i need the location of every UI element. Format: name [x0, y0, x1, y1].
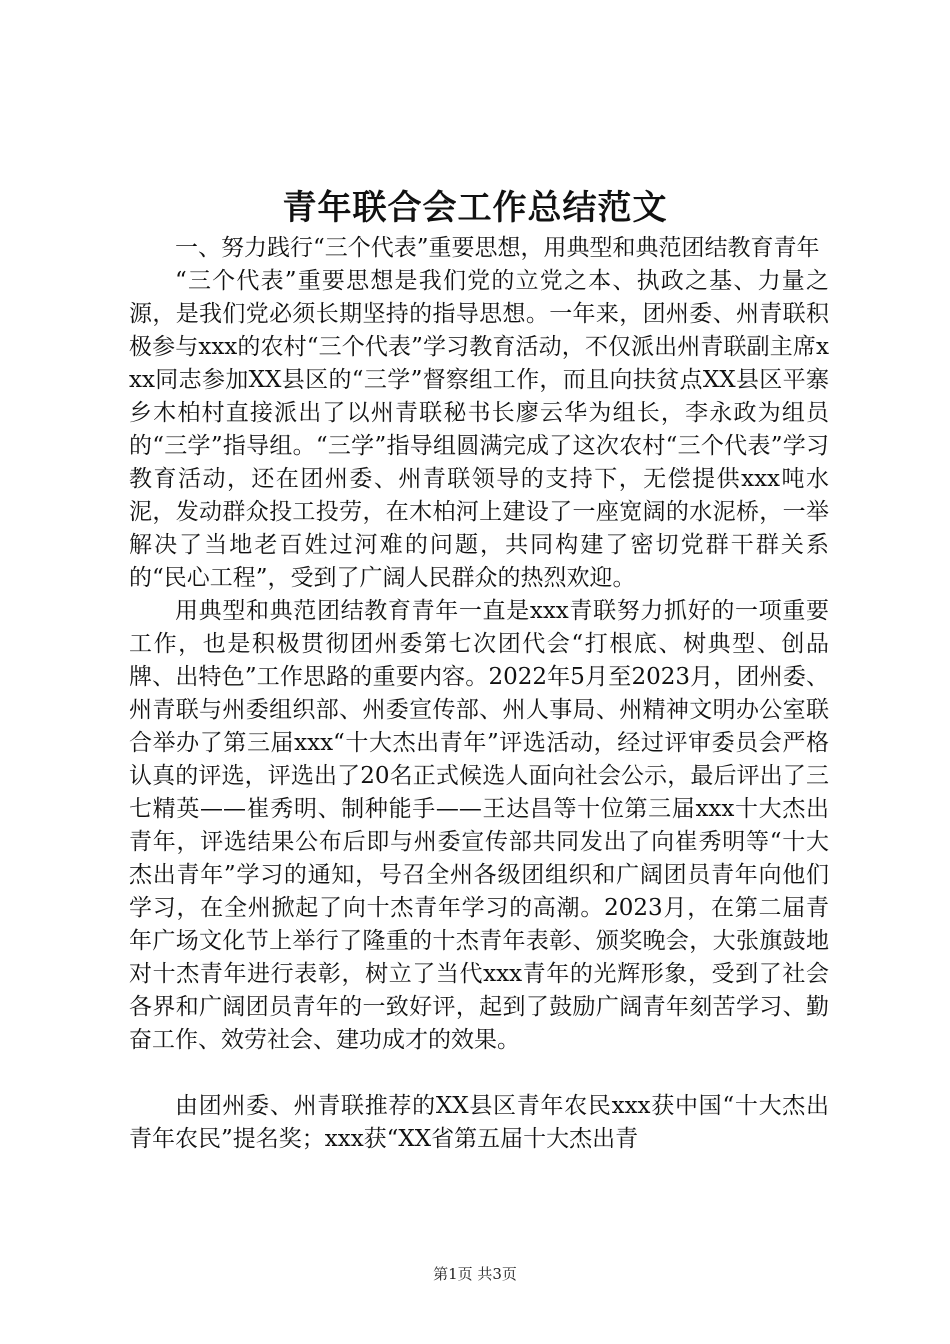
body-paragraph: 用典型和典范团结教育青年一直是xxx青联努力抓好的一项重要工作，也是积极贯彻团州委第七次团代会“打根底、树典型、创品牌、出特色”工作思路的重要内容。2022年5月至2023月，团州委、州青联与州委组织部、州委宣传部、州人事局、州精神文明办公室联合举办了第三届xxx“十大杰出青年”评选活动，经过评审委员会严格认真的评选，评选出了20名正式候选人面向社会公示，最后评出了三七精英——崔秀明、制种能手——王达昌等十位第三届xxx十大杰出青年，评选结果公布后即与州委宣传部共同发出了向崔秀明等“十大杰出青年”学习的通知，号召全州各级团组织和广阔团员青年向他们学习，在全州掀起了向十杰青年学习的高潮。2023月，在第二届青年广场文化节上举行了隆重的十杰青年表彰、颁奖晚会，大张旗鼓地对十杰青年进行表彰，树立了当代xxx青年的光辉形象，受到了社会各界和广阔团员青年的一致好评，起到了鼓励广阔青年刻苦学习、勤奋工作、效劳社会、建功成才的效果。: [129, 598, 829, 1053]
section-heading: 一、努力践行“三个代表”重要思想，用典型和典范团结教育青年: [175, 235, 820, 261]
document-title: 青年联合会工作总结范文: [282, 188, 668, 228]
body-paragraph: “三个代表”重要思想是我们党的立党之本、执政之基、力量之源，是我们党必须长期坚持的指导思想。一年来，团州委、州青联积极参与xxx的农村“三个代表”学习教育活动，不仅派出州青联副主席xxx同志参加XX县区的“三学”督察组工作，而且向扶贫点XX县区平寨乡木柏村直接派出了以州青联秘书长廖云华为组长，李永政为组员的“三学”指导组。“三学”指导组圆满完成了这次农村“三个代表”学习教育活动，还在团州委、州青联领导的支持下，无偿提供xxx吨水泥，发动群众投工投劳，在木柏河上建设了一座宽阔的水泥桥，一举解决了当地老百姓过河难的问题，共同构建了密切党群干群关系的“民心工程”，受到了广阔人民群众的热烈欢迎。: [129, 268, 829, 591]
page-number-footer: 第1页 共3页: [433, 1265, 517, 1283]
document-body: [129, 232, 829, 1156]
body-paragraph: 由团州委、州青联推荐的XX县区青年农民xxx获中国“十大杰出青年农民”提名奖；xxx获“XX省第五届十大杰出青: [129, 1093, 829, 1152]
